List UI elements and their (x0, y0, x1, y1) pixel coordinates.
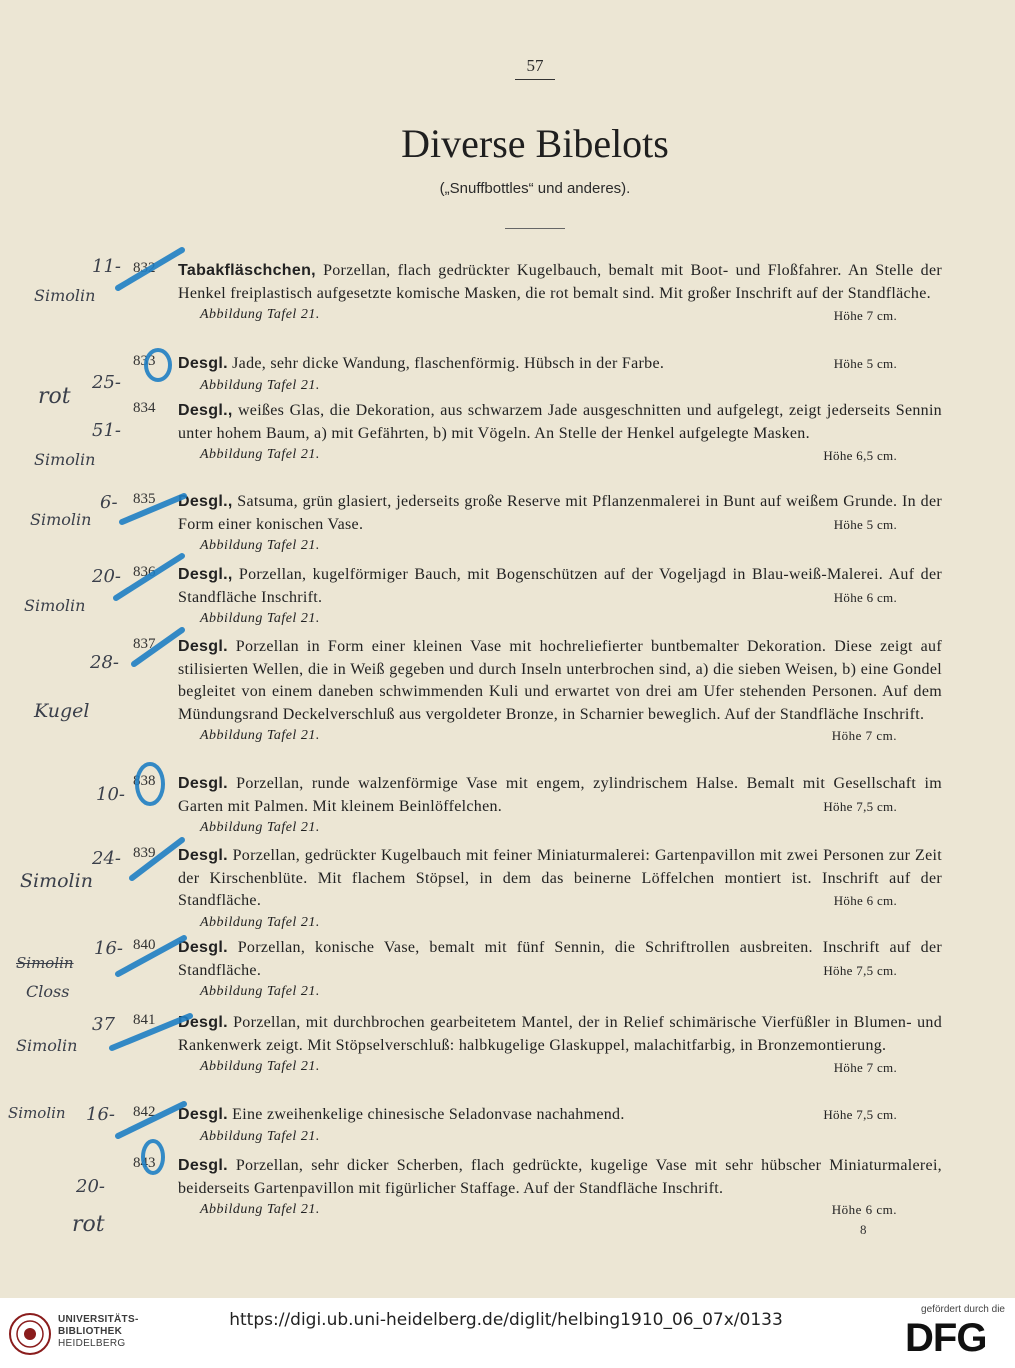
entry-description: Satsuma, grün glasiert, jederseits große Reserve mit Pflanzenmalerei in Bunt auf weißem Grunde. In der Form einer konischen Vase. (178, 493, 942, 533)
entry-height: Höhe 6 cm. (831, 1202, 897, 1217)
entry-description: weißes Glas, die Dekoration, aus schwarzem Jade ausgeschnitten und aufgelegt, zeigt jederseits Sennin unter hohem Baum, a) mit Gefährten, b) mit Vögeln. An Stelle der Henkel aufgelegte Masken. (178, 402, 942, 442)
entry-figure-ref: Abbildung Tafel 21. (200, 307, 320, 322)
entry-height: Höhe 6,5 cm. (823, 448, 897, 463)
entry-figure-label: Abbildung Tafel 21. (200, 1202, 320, 1217)
entry-number: 833 (133, 353, 156, 369)
price-annotation: 16- (94, 938, 123, 959)
price-annotation: 51- (92, 420, 121, 441)
entry-figure-ref: Abbildung Tafel 21. (200, 611, 320, 626)
entry-description: Jade, sehr dicke Wandung, flaschenförmig. Hübsch in der Farbe. (232, 355, 665, 372)
entry-height: Höhe 7,5 cm. (823, 798, 897, 814)
entry-height: Höhe 6 cm. (833, 893, 897, 908)
entry-height: Höhe 7 cm. (833, 308, 897, 323)
entry-lead: Desgl. (178, 355, 228, 372)
entry-text (178, 260, 942, 328)
entry-number: 840 (133, 937, 156, 953)
entry-height: Höhe 7 cm. (831, 728, 897, 743)
entry-number: 837 (133, 636, 156, 652)
buyer-annotation: Simolin (34, 450, 96, 469)
entry-figure-ref (178, 1200, 942, 1220)
buyer-annotation: rot (72, 1212, 105, 1237)
price-annotation: 20- (76, 1176, 105, 1197)
buyer-annotation: Closs (26, 982, 70, 1001)
entry-text (178, 1012, 942, 1080)
price-annotation: 25- (92, 372, 121, 393)
entry-number: 832 (133, 260, 156, 276)
entry-number: 836 (133, 564, 156, 580)
funding-label: gefördert durch die (921, 1304, 1005, 1315)
entry-text (178, 937, 942, 1002)
viewer-footer (0, 1298, 1015, 1368)
university-library-logo-icon (8, 1312, 52, 1356)
page-subtitle: („Snuffbottles“ und anderes). (439, 180, 631, 197)
entry-text (178, 491, 942, 556)
buyer-annotation: Simolin (34, 286, 96, 305)
entry-height: Höhe 6 cm. (833, 589, 897, 605)
entry-figure-ref: Abbildung Tafel 21. (200, 377, 320, 393)
price-annotation: 24- (92, 848, 121, 869)
entry-lead: Desgl., (178, 566, 233, 583)
entry-description: Porzellan, flach gedrückter Kugelbauch, bemalt mit Boot- und Floßfahrer. An Stelle der Henkel freiplastisch aufgesetzte komische Masken, die rot bemalt sind. Mit großer Inschrift auf der Standfläche. (178, 262, 942, 302)
entry-lead: Tabakfläschchen, (178, 262, 316, 279)
price-annotation: 16- (86, 1104, 115, 1125)
entry-text (178, 773, 942, 838)
price-annotation: 6- (100, 492, 118, 513)
page-title: Diverse Bibelots (401, 121, 669, 166)
entry-figure-ref: Abbildung Tafel 21. (200, 914, 320, 930)
price-annotation: 28- (90, 652, 119, 673)
entry-text (178, 1155, 942, 1220)
entry-lead: Desgl. (178, 939, 228, 956)
price-annotation: 37 (92, 1014, 115, 1035)
entry-figure-ref: Abbildung Tafel 21. (200, 820, 320, 835)
permalink-url[interactable]: https://digi.ub.uni-heidelberg.de/diglit/helbing1910_06_07x/0133 (229, 1310, 783, 1330)
entry-height: Höhe 7,5 cm. (823, 1107, 897, 1122)
entry-text (178, 353, 942, 396)
entry-lead: Desgl. (178, 775, 228, 792)
entry-lead: Desgl. (178, 1014, 228, 1031)
institution-line-3: HEIDELBERG (58, 1338, 126, 1349)
entry-text (178, 636, 942, 746)
page-number: 57 (526, 56, 544, 75)
entry-text (178, 564, 942, 629)
entry-figure-ref (178, 726, 942, 746)
page-number-rule (515, 79, 555, 80)
buyer-annotation: Simolin (20, 870, 93, 892)
entry-figure-label: Abbildung Tafel 21. (200, 728, 320, 743)
price-annotation: 11- (92, 256, 121, 277)
buyer-annotation: Simolin (30, 510, 92, 529)
entry-text (178, 1104, 942, 1147)
entry-height: Höhe 5 cm. (833, 356, 897, 371)
entry-number: 834 (133, 400, 156, 416)
entry-lead: Desgl. (178, 847, 228, 864)
entry-number: 843 (133, 1155, 156, 1171)
price-annotation: 10- (96, 784, 125, 805)
entry-text (178, 400, 942, 468)
entry-description: Porzellan, konische Vase, bemalt mit fünf Sennin, die Schriftrollen ausbreiten. Inschrift auf der Standfläche. (178, 939, 942, 979)
buyer-annotation: Kugel (34, 700, 90, 722)
entry-figure-ref: Abbildung Tafel 21. (200, 984, 320, 999)
entry-number: 842 (133, 1104, 156, 1120)
title-divider (505, 228, 565, 229)
buyer-annotation: Simolin (16, 1036, 78, 1055)
buyer-annotation: Simolin (8, 1104, 66, 1122)
entry-text (178, 845, 942, 933)
entry-height: Höhe 5 cm. (833, 516, 897, 532)
buyer-annotation: rot (38, 384, 71, 409)
entry-description: Porzellan, runde walzenförmige Vase mit engem, zylindrischem Halse. Bemalt mit Gesellschaft im Garten mit Palmen. Mit kleinem Beinlöffelchen. (178, 775, 942, 815)
entry-number: 835 (133, 491, 156, 507)
entry-description: Porzellan in Form einer kleinen Vase mit hochreliefierter buntbemalter Dekoration. Diese zeigt auf stilisierten Wellen, die in Weiß gegeben und durch Inseln unterbrochen sind, a) die sieben Weisen, b) eine Gondel begleitet von einem daneben schwimmenden Kuli und erwartet von drei am Ufer stehenden Personen. Auf dem Mündungsrand Deckelverschluß aus vergoldeter Bronze, in Scharnier beweglich. Auf der Standfläche Inschrift. (178, 638, 942, 723)
institution-line-2: BIBLIOTHEK (58, 1326, 123, 1337)
entry-lead: Desgl. (178, 1157, 228, 1174)
entry-description: Porzellan, kugelförmiger Bauch, mit Bogenschützen auf der Vogeljagd in Blau-weiß-Malerei. Auf der Standfläche Inschrift. (178, 566, 942, 606)
entry-lead: Desgl., (178, 402, 233, 419)
entry-figure-ref: Abbildung Tafel 21. (200, 1059, 320, 1074)
entry-lead: Desgl., (178, 493, 233, 510)
printer-signature: 8 (860, 1222, 867, 1237)
entry-number: 841 (133, 1012, 156, 1028)
entry-figure-ref: Abbildung Tafel 21. (200, 538, 320, 553)
entry-description: Porzellan, gedrückter Kugelbauch mit feiner Miniaturmalerei: Gartenpavillon mit zwei Personen zur Zeit der Kirschenblüte. Mit flachem Stöpsel, in dem das beinerne Löffelchen montiert ist. Inschrift auf der Standfläche. (178, 847, 942, 909)
entry-lead: Desgl. (178, 1106, 228, 1123)
entry-figure-ref: Abbildung Tafel 21. (200, 1128, 320, 1144)
institution-line-1: UNIVERSITÄTS- (58, 1314, 139, 1325)
buyer-annotation-struck: Simolin (16, 954, 74, 972)
entry-figure-ref: Abbildung Tafel 21. (200, 447, 320, 462)
entry-number: 839 (133, 845, 156, 861)
price-annotation: 20- (92, 566, 121, 587)
entry-number: 838 (133, 773, 156, 789)
entry-description: Porzellan, mit durchbrochen gearbeitetem Mantel, der in Relief schimärische Vierfüßler in Blumen- und Rankenwerk zeigt. Mit Stöpselverschluß: halbkugelige Glaskuppel, malachitfarbig, in Bronzemontierung. (178, 1014, 942, 1054)
entry-height: Höhe 7 cm. (833, 1060, 897, 1075)
dfg-logo: DFG (905, 1316, 987, 1360)
entry-lead: Desgl. (178, 638, 228, 655)
entry-description: Porzellan, sehr dicker Scherben, flach gedrückte, kugelige Vase mit sehr hübscher Miniaturmalerei, beiderseits Gartenpavillon mit figürlicher Staffage. Auf der Standfläche Inschrift. (178, 1157, 942, 1197)
institution-name (58, 1314, 139, 1350)
buyer-annotation: Simolin (24, 596, 86, 615)
entry-description: Eine zweihenkelige chinesische Seladonvase nachahmend. (232, 1106, 625, 1123)
entry-height: Höhe 7,5 cm. (823, 962, 897, 978)
